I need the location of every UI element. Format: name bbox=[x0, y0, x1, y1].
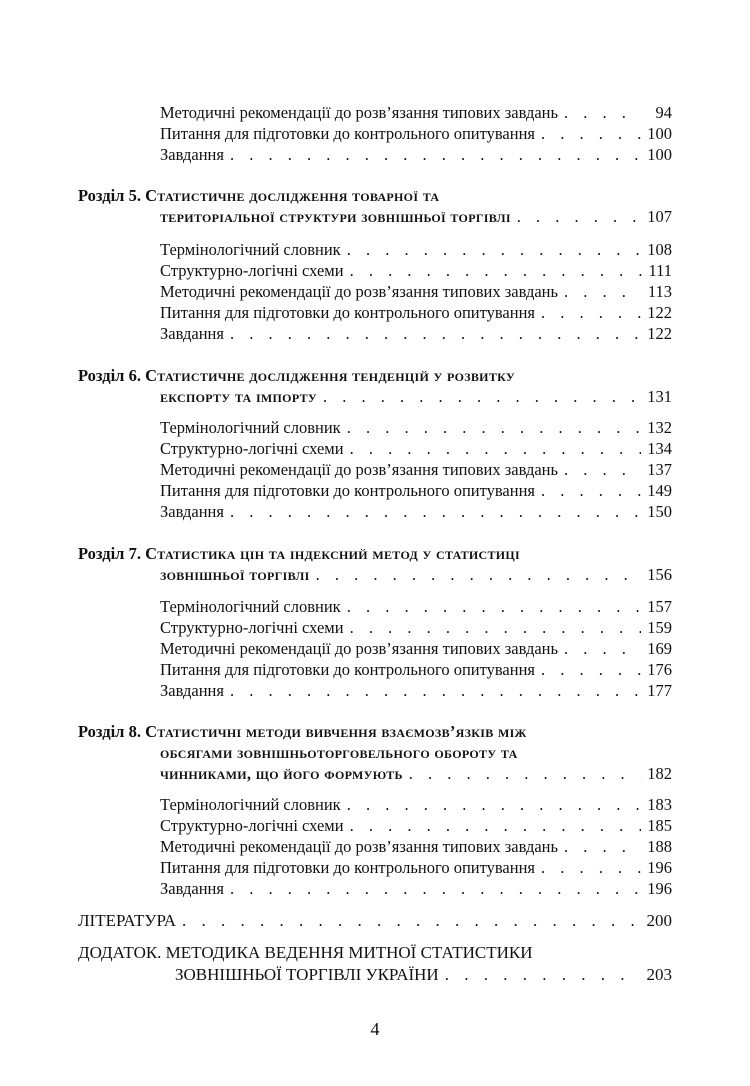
section-number: Розділ 6. bbox=[78, 366, 141, 385]
toc-item-page: 157 bbox=[647, 597, 672, 616]
toc-item-label: Термінологічний словник bbox=[160, 597, 341, 616]
toc-item-page: 196 bbox=[647, 858, 672, 877]
leader-dots bbox=[564, 103, 642, 123]
section-heading bbox=[78, 366, 672, 386]
toc-item-page: 169 bbox=[647, 639, 672, 658]
leader-dots bbox=[182, 911, 641, 931]
toc-item-page: 94 bbox=[655, 103, 672, 122]
toc-item-label: Структурно-логічні схеми bbox=[160, 816, 344, 835]
toc-item bbox=[160, 879, 672, 899]
section-number: Розділ 8. bbox=[78, 722, 141, 741]
section-heading-cont bbox=[160, 207, 672, 227]
appendix-entry-cont bbox=[175, 965, 672, 985]
page-number: 4 bbox=[370, 1019, 380, 1039]
literature-entry bbox=[78, 911, 672, 931]
toc-item-label: Завдання bbox=[160, 681, 224, 700]
toc-item-label: Завдання bbox=[160, 324, 224, 343]
toc-item bbox=[160, 597, 672, 617]
appendix-title-line: ДОДАТОК. МЕТОДИКА ВЕДЕННЯ МИТНОЇ СТАТИСТИКИ bbox=[78, 943, 533, 962]
leader-dots bbox=[347, 597, 642, 617]
toc-item-page: 113 bbox=[647, 282, 672, 301]
toc-item-label: Питання для підготовки до контрольного опитування bbox=[160, 124, 535, 143]
toc-item bbox=[160, 145, 672, 165]
leader-dots bbox=[541, 124, 641, 144]
toc-item-label: Методичні рекомендації до розв’язання типових завдань bbox=[160, 460, 559, 479]
toc-item-label: Термінологічний словник bbox=[160, 795, 341, 814]
section-title-line: експорту та імпорту bbox=[160, 387, 318, 406]
appendix-title-line: ЗОВНІШНЬОЇ ТОРГІВЛІ УКРАЇНИ bbox=[175, 965, 439, 984]
toc-item bbox=[160, 837, 672, 857]
toc-item bbox=[160, 240, 672, 260]
leader-dots bbox=[230, 145, 641, 165]
section-title-line: чинниками, що його формують bbox=[160, 764, 403, 783]
toc-item bbox=[160, 858, 672, 878]
leader-dots bbox=[347, 795, 642, 815]
toc-item-page: 134 bbox=[647, 439, 672, 458]
section-title-line: зовнішньої торгівлі bbox=[160, 565, 310, 584]
toc-item-label: Структурно-логічні схеми bbox=[160, 618, 344, 637]
toc-item-label: Методичні рекомендації до розв’язання типових завдань bbox=[160, 837, 559, 856]
section-title-line: Статистичне дослідження тенденцій у розвитку bbox=[145, 366, 515, 385]
section-title-line: Статистичне дослідження товарної та bbox=[145, 186, 440, 205]
leader-dots bbox=[564, 639, 641, 659]
leader-dots bbox=[347, 418, 642, 438]
toc-item-label: Термінологічний словник bbox=[160, 418, 341, 437]
section-page: 182 bbox=[647, 764, 672, 783]
section-number: Розділ 7. bbox=[78, 544, 141, 563]
leader-dots bbox=[347, 240, 642, 260]
toc-item-label: Структурно-логічні схеми bbox=[160, 439, 344, 458]
toc-item-label: Структурно-логічні схеми bbox=[160, 261, 344, 280]
toc-item bbox=[160, 303, 672, 323]
section-heading-cont bbox=[160, 743, 672, 763]
toc-item-page: 188 bbox=[647, 837, 672, 856]
toc-item-label: Питання для підготовки до контрольного опитування bbox=[160, 858, 535, 877]
leader-dots bbox=[350, 439, 642, 459]
leader-dots bbox=[350, 816, 642, 836]
section-heading bbox=[78, 544, 672, 564]
toc-item-label: Завдання bbox=[160, 879, 224, 898]
toc-item bbox=[160, 439, 672, 459]
section-heading bbox=[78, 722, 672, 742]
section-heading bbox=[78, 186, 672, 206]
toc-item-label: Термінологічний словник bbox=[160, 240, 341, 259]
toc-item-label: Питання для підготовки до контрольного опитування bbox=[160, 481, 535, 500]
section-title-line: територіальної структури зовнішньої торгівлі bbox=[160, 207, 511, 226]
leader-dots bbox=[445, 965, 641, 985]
toc-item-page: 185 bbox=[647, 816, 672, 835]
toc-item-label: Питання для підготовки до контрольного опитування bbox=[160, 660, 535, 679]
toc-item bbox=[160, 124, 672, 144]
leader-dots bbox=[230, 681, 641, 701]
section-title-line: Статистика цін та індексний метод у статистиці bbox=[145, 544, 521, 563]
toc-item bbox=[160, 103, 672, 123]
toc-item-page: 176 bbox=[647, 660, 672, 679]
leader-dots bbox=[564, 460, 641, 480]
toc-item-label: Методичні рекомендації до розв’язання типових завдань bbox=[160, 282, 559, 301]
section-heading-cont bbox=[160, 565, 672, 585]
leader-dots bbox=[517, 207, 641, 227]
section-page: 107 bbox=[647, 207, 672, 226]
section-number: Розділ 5. bbox=[78, 186, 141, 205]
section-heading-cont bbox=[160, 764, 672, 784]
toc-item bbox=[160, 282, 672, 302]
toc-item bbox=[160, 502, 672, 522]
section-heading-cont bbox=[160, 387, 672, 407]
toc-item-label: Завдання bbox=[160, 502, 224, 521]
appendix-entry bbox=[78, 943, 672, 963]
leader-dots bbox=[541, 858, 641, 878]
toc-item-label: Завдання bbox=[160, 145, 224, 164]
toc-item bbox=[160, 816, 672, 836]
toc-item-page: 111 bbox=[648, 261, 672, 280]
toc-item-page: 177 bbox=[647, 681, 672, 700]
toc-item-page: 132 bbox=[647, 418, 672, 437]
section-title-line: обсягами зовнішньоторговельного обороту та bbox=[160, 743, 518, 762]
toc-item-page: 150 bbox=[647, 502, 672, 521]
toc-item-page: 159 bbox=[647, 618, 672, 637]
toc-item-label: Методичні рекомендації до розв’язання типових завдань bbox=[160, 639, 559, 658]
toc-item bbox=[160, 795, 672, 815]
leader-dots bbox=[350, 618, 642, 638]
toc-item-page: 196 bbox=[647, 879, 672, 898]
toc-item-page: 122 bbox=[647, 324, 672, 343]
leader-dots bbox=[230, 502, 641, 522]
leader-dots bbox=[541, 481, 641, 501]
section-page: 131 bbox=[647, 387, 672, 406]
leader-dots bbox=[541, 660, 641, 680]
leader-dots bbox=[230, 324, 641, 344]
toc-item-page: 149 bbox=[647, 481, 672, 500]
toc-item bbox=[160, 418, 672, 438]
leader-dots bbox=[316, 565, 642, 585]
toc-item-page: 183 bbox=[647, 795, 672, 814]
toc-item bbox=[160, 261, 672, 281]
leader-dots bbox=[409, 764, 641, 784]
toc-item-page: 137 bbox=[647, 460, 672, 479]
toc-item bbox=[160, 481, 672, 501]
toc-item-page: 108 bbox=[647, 240, 672, 259]
toc-item bbox=[160, 618, 672, 638]
section-title-line: Статистичні методи вивчення взаємозв’язків між bbox=[145, 722, 527, 741]
toc-item-page: 100 bbox=[647, 124, 672, 143]
leader-dots bbox=[564, 282, 642, 302]
toc-item-page: 122 bbox=[647, 303, 672, 322]
toc-item bbox=[160, 660, 672, 680]
leader-dots bbox=[564, 837, 641, 857]
leader-dots bbox=[230, 879, 641, 899]
section-page: 156 bbox=[647, 565, 672, 584]
leader-dots bbox=[350, 261, 642, 281]
toc-item bbox=[160, 324, 672, 344]
toc-item-label: Методичні рекомендації до розв’язання типових завдань bbox=[160, 103, 559, 122]
toc-item bbox=[160, 639, 672, 659]
toc-item bbox=[160, 460, 672, 480]
leader-dots bbox=[541, 303, 641, 323]
appendix-page: 203 bbox=[646, 965, 672, 984]
toc-item bbox=[160, 681, 672, 701]
leader-dots bbox=[323, 387, 641, 407]
toc-item-label: Питання для підготовки до контрольного опитування bbox=[160, 303, 535, 322]
toc-item-page: 100 bbox=[647, 145, 672, 164]
literature-label: ЛІТЕРАТУРА bbox=[78, 911, 176, 930]
literature-page: 200 bbox=[646, 911, 672, 930]
